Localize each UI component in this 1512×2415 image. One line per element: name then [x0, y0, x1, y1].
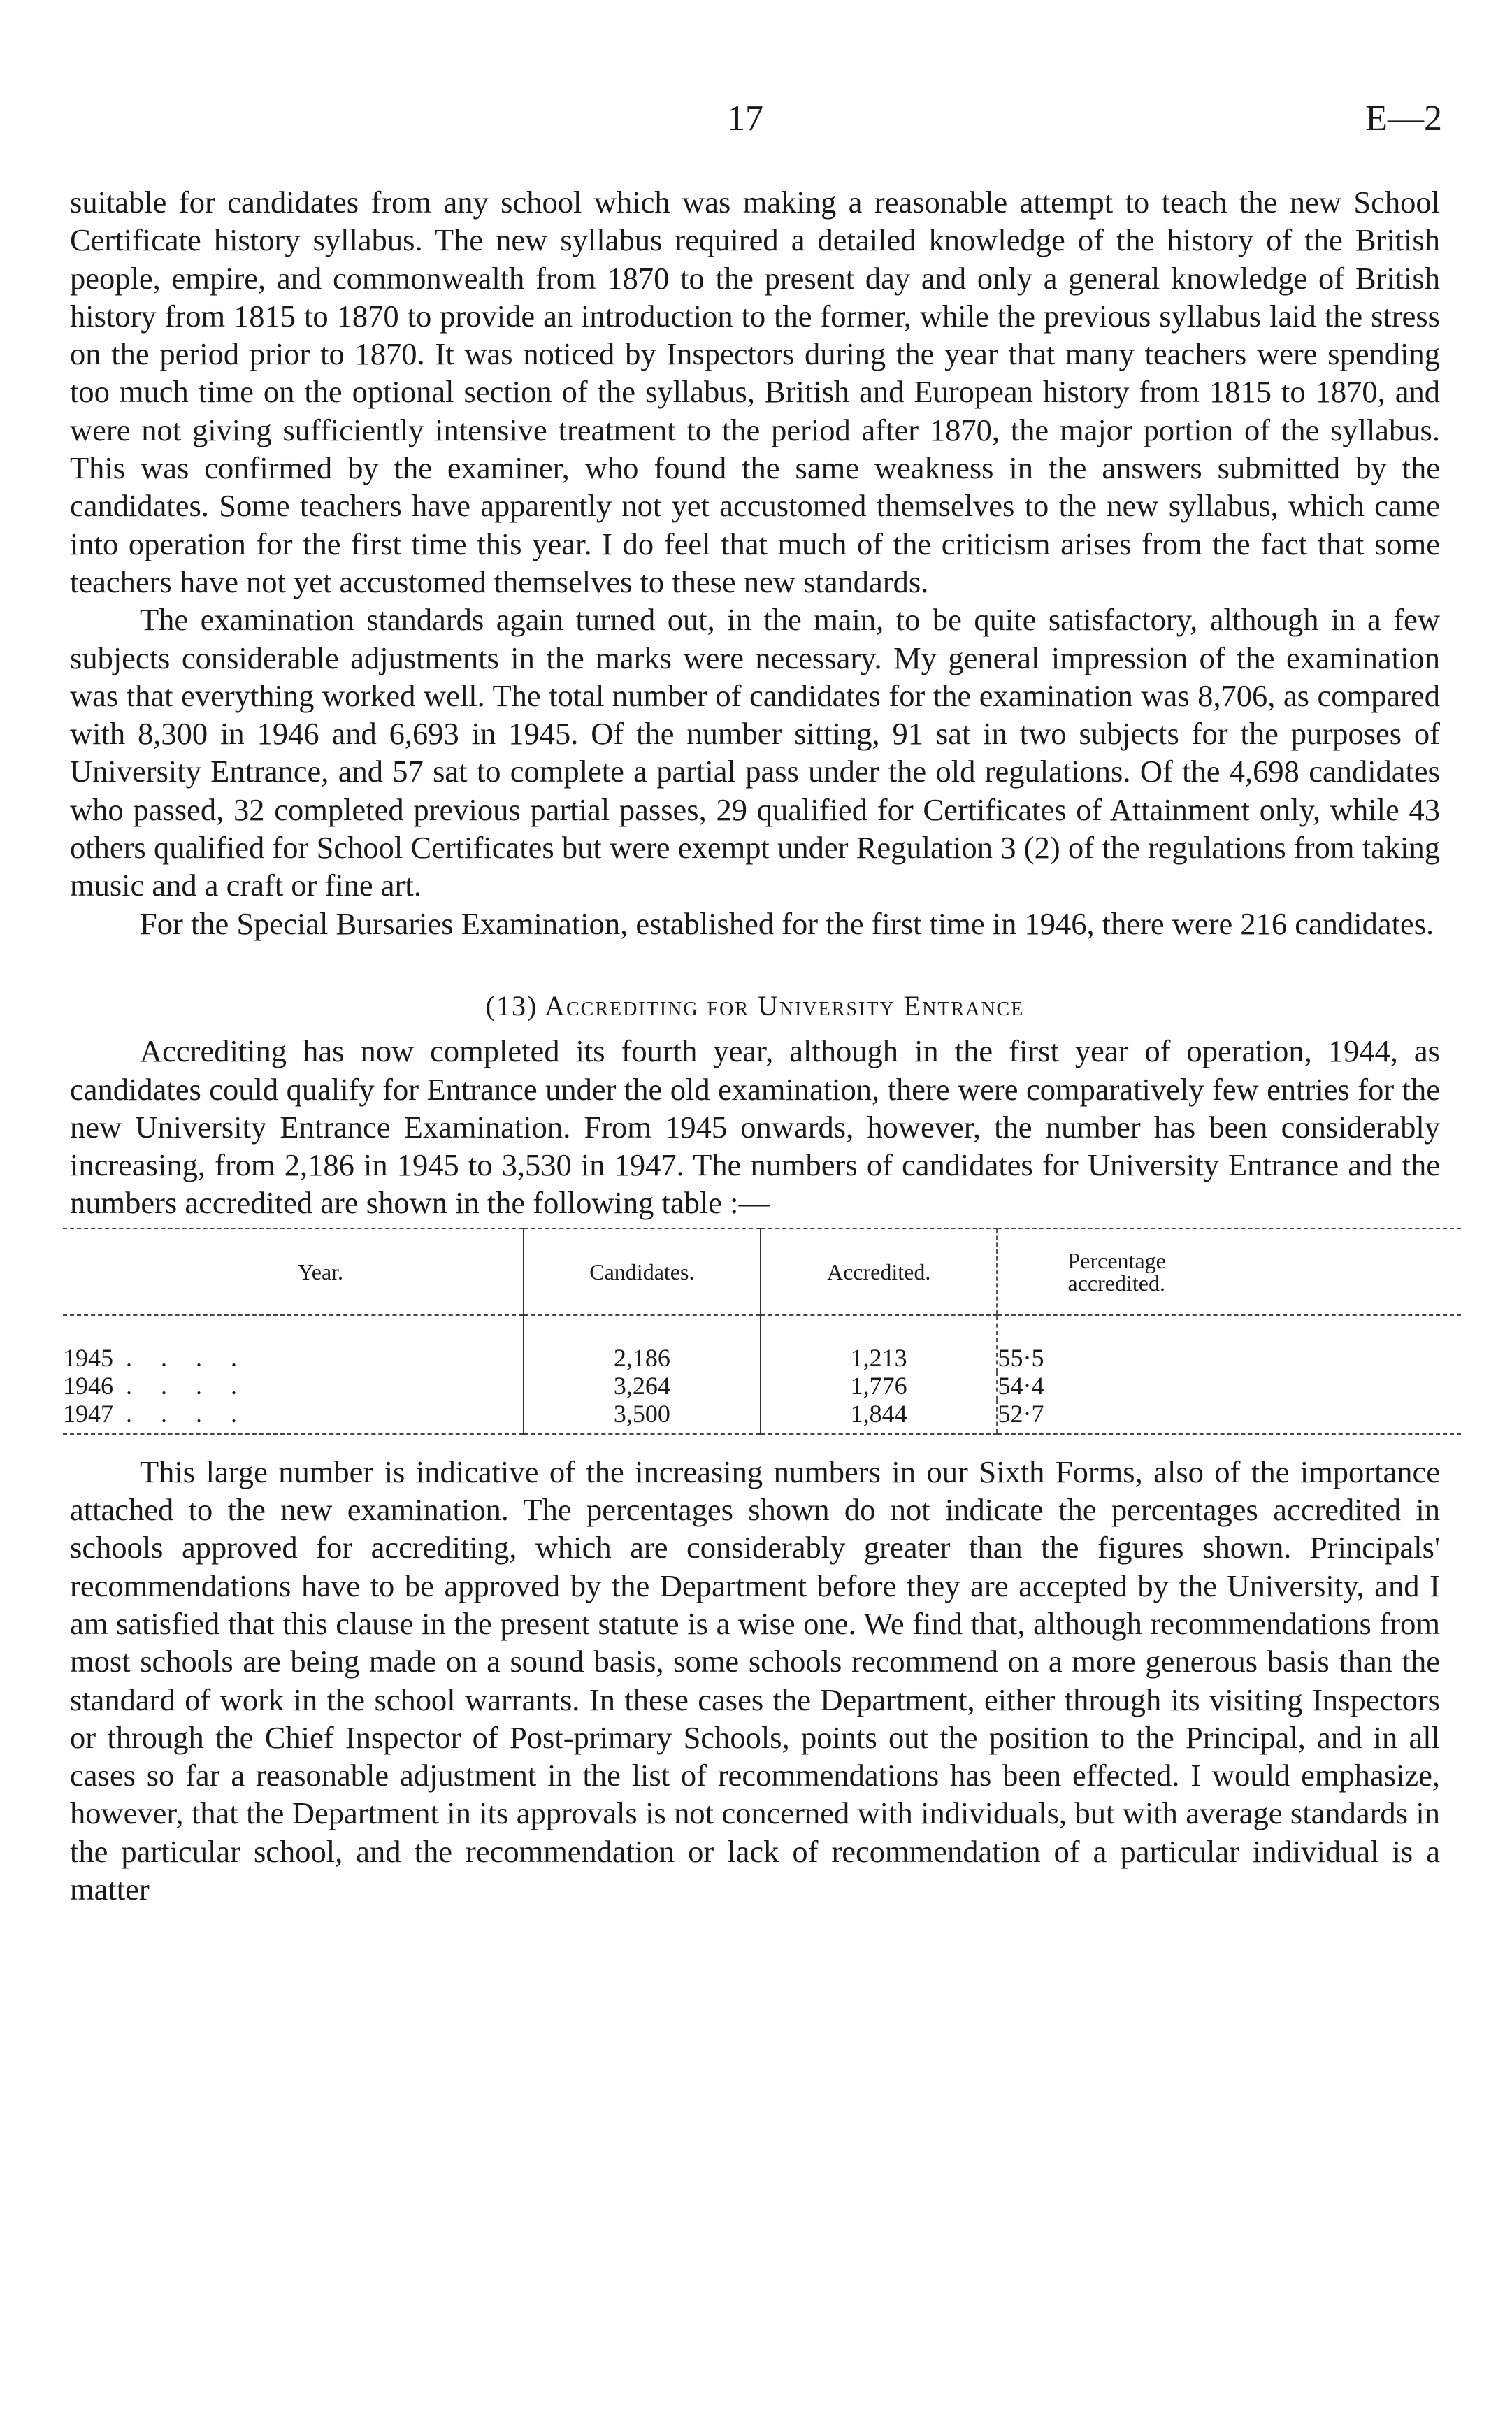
cell-year [63, 1400, 524, 1434]
header-year: Year. [63, 1228, 524, 1315]
header-accredited: Accredited. [761, 1228, 998, 1315]
document-reference: E—2 [1365, 99, 1442, 138]
header-candidates: Candidates. [524, 1228, 761, 1315]
leader-dots: . . . . [126, 1343, 248, 1372]
table-row [63, 1315, 1461, 1372]
page-number: 17 [727, 99, 763, 138]
year-value: 1947 [63, 1399, 113, 1428]
year-value: 1946 [63, 1371, 113, 1400]
cell-candidates: 3,500 [524, 1400, 761, 1434]
section-heading: (13) Accrediting for University Entrance [485, 989, 1025, 1022]
leader-dots: . . . . [126, 1371, 248, 1400]
accrediting-table [63, 1228, 1461, 1435]
cell-accredited: 1,844 [761, 1400, 998, 1434]
cell-year [63, 1315, 524, 1372]
page-content [63, 183, 1440, 1908]
page-header [70, 98, 1442, 154]
table-row [63, 1400, 1461, 1434]
leader-dots: . . . . [126, 1399, 248, 1428]
cell-accredited: 1,776 [761, 1372, 998, 1400]
header-percentage [997, 1228, 1461, 1315]
cell-year [63, 1372, 524, 1400]
header-percentage-line1: Percentage [1067, 1247, 1166, 1273]
cell-candidates: 2,186 [524, 1315, 761, 1372]
table-header-row [63, 1228, 1461, 1315]
paragraph-large-number: This large number is indicative of the increasing numbers in our Sixth Forms, also of the importance attached to the new examination. The percentages shown do not indicate the percentages accredited in schools approved for accrediting, which are considerably greater than the figures shown. Principals' recommendations have to be approved by the Department before they are accepted by the University, and I am satisfied that this clause in the present statute is a wise one. We find that, although recommendations from most schools are being made on a sound basis, some schools recommend on a more generous basis than the standard of work in the school warrants. In these cases the Department, either through its visiting Inspectors or through the Chief Inspector of Post-primary Schools, points out the position to the Principal, and in all cases so far a reasonable adjustment in the list of recommendations has been effected. I would emphasize, however, that the Department in its approvals is not concerned with individuals, but with average standards in the particular school, and the recommendation or lack of recommendation of a particular individual is a matter [70, 1454, 1440, 1907]
paragraph-continued: suitable for candidates from any school which was making a reasonable attempt to teach the new School Certificate history syllabus. The new syllabus required a detailed knowledge of the history of the British people, empire, and commonwealth from 1870 to the present day and only a general knowledge of British history from 1815 to 1870 to provide an introduction to the former, while the previous syllabus laid the stress on the period prior to 1870. It was noticed by Inspectors during the year that many teachers were spending too much time on the optional section of the syllabus, British and European history from 1815 to 1870, and were not giving sufficiently intensive treatment to the period after 1870, the major portion of the syllabus. This was confirmed by the examiner, who found the same weakness in the answers submitted by the candidates. Some teachers have apparently not yet accustomed themselves to the new syllabus, which came into operation for the first time this year. I do feel that much of the criticism arises from the fact that some teachers have not yet accustomed themselves to these new standards. [70, 185, 1440, 599]
cell-percentage: 52·7 [997, 1400, 1461, 1434]
paragraph-special-bursaries: For the Special Bursaries Examination, established for the first time in 1946, there were 216 candidates. [140, 905, 1434, 941]
cell-percentage: 54·4 [997, 1372, 1461, 1400]
cell-candidates: 3,264 [524, 1372, 761, 1400]
accrediting-table-wrapper [63, 1228, 1440, 1435]
paragraph-examination-standards: The examination standards again turned out, in the main, to be quite satisfactory, although in a few subjects considerable adjustments in the marks were necessary. My general impression of the examination was that everything worked well. The total number of candidates for the examination was 8,706, as compared with 8,300 in 1946 and 6,693 in 1945. Of the number sitting, 91 sat in two subjects for the purposes of University Entrance, and 57 sat to complete a partial pass under the old regulations. Of the 4,698 candidates who passed, 32 completed previous partial passes, 29 qualified for Certificates of Attainment only, while 43 others qualified for School Certificates but were exempt under Regulation 3 (2) of the regulations from taking music and a craft or fine art. [70, 602, 1440, 903]
header-percentage-line2: accredited. [1067, 1270, 1165, 1296]
cell-accredited: 1,213 [761, 1315, 998, 1372]
year-value: 1945 [63, 1343, 113, 1372]
paragraph-accrediting-intro: Accrediting has now completed its fourth year, although in the first year of operation, 1944, as candidates could qualify for Entrance under the old examination, there were comparatively few entries for the new University Entrance Examination. From 1945 onwards, however, the number has been considerably increasing, from 2,186 in 1945 to 3,530 in 1947. The numbers of candidates for University Entrance and the numbers accredited are shown in the following table :— [70, 1033, 1440, 1221]
table-row [63, 1372, 1461, 1400]
cell-percentage: 55·5 [997, 1315, 1461, 1372]
